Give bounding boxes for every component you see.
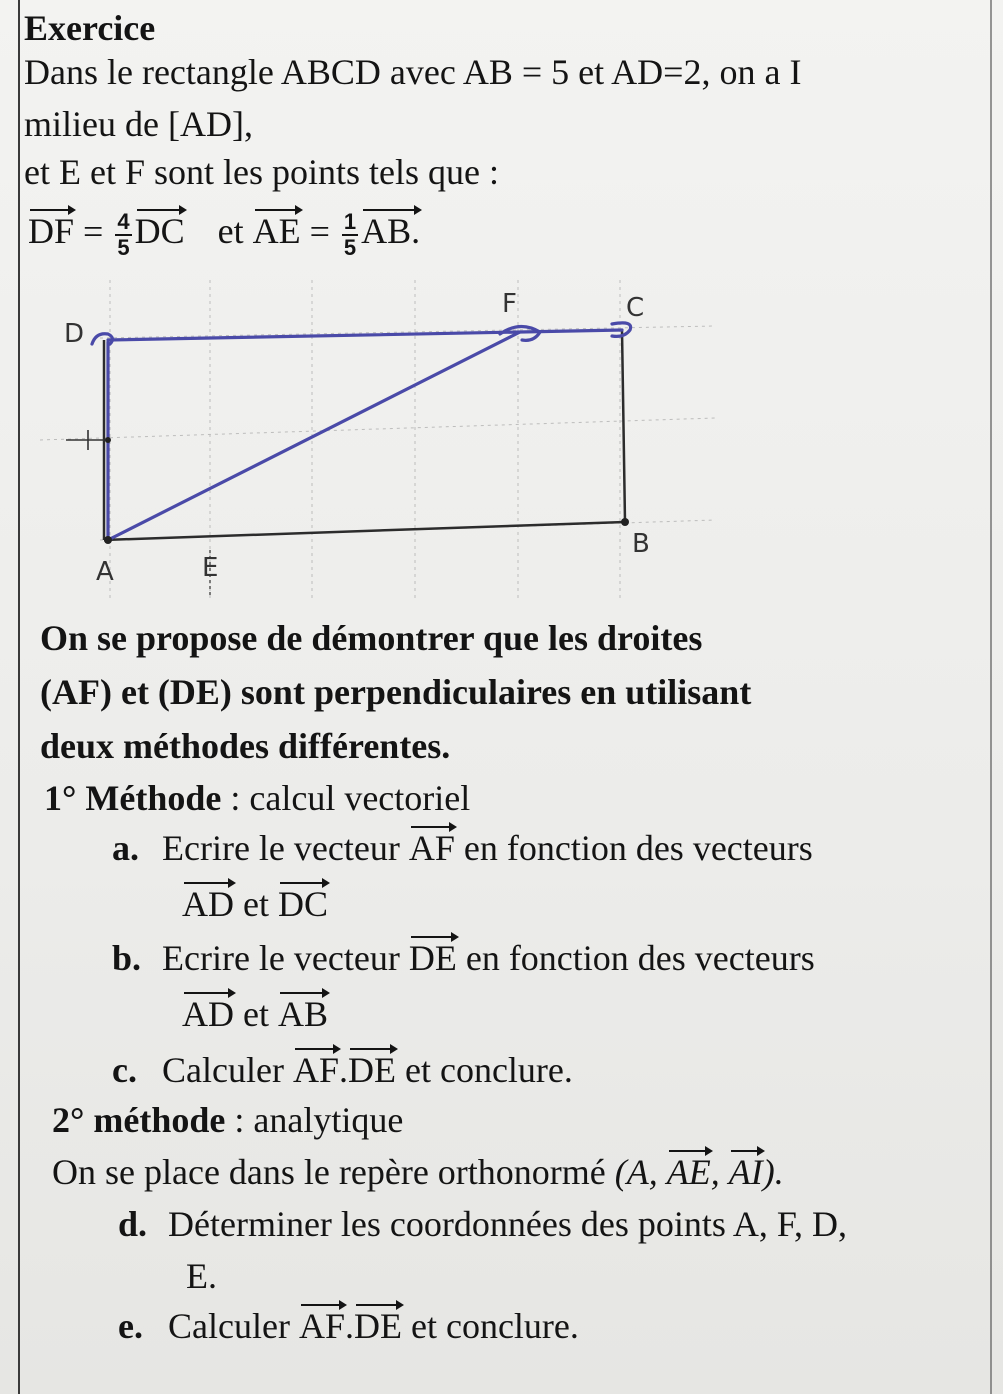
label-e: E bbox=[202, 553, 219, 583]
repere-line bbox=[52, 1152, 784, 1192]
question-b-line-2 bbox=[182, 994, 328, 1034]
vector-ae: AE bbox=[666, 1152, 711, 1192]
label-a: A bbox=[96, 557, 114, 587]
question-e bbox=[118, 1306, 579, 1346]
intro-line-1: On se propose de démontrer que les droites bbox=[40, 618, 703, 658]
question-c-label: c. bbox=[112, 1050, 137, 1090]
vector-af: AF bbox=[292, 1050, 339, 1090]
question-b bbox=[112, 938, 815, 978]
vector-dc: DC bbox=[277, 884, 328, 924]
equals-sign: = bbox=[309, 211, 330, 252]
vector-df: DF bbox=[28, 211, 75, 252]
side-ab bbox=[104, 522, 625, 540]
method1-heading bbox=[44, 778, 470, 818]
method1-subtitle: : calcul vectoriel bbox=[221, 778, 471, 818]
point-i bbox=[105, 437, 111, 443]
method2-subtitle: : analytique bbox=[225, 1100, 404, 1140]
grid-lines bbox=[40, 280, 715, 600]
vector-af: AF bbox=[298, 1306, 345, 1346]
fraction-denominator: 5 bbox=[343, 235, 357, 260]
fraction-denominator: 5 bbox=[117, 235, 130, 260]
vector-ad: AD bbox=[182, 884, 234, 924]
fraction-numerator: 4 bbox=[117, 209, 130, 234]
et-connector: et bbox=[234, 884, 278, 924]
dot-product-sign: . bbox=[344, 1306, 354, 1346]
et-connector: et bbox=[217, 211, 244, 252]
exercise-title: Exercice bbox=[24, 8, 156, 48]
question-e-text: Calculer bbox=[168, 1306, 299, 1346]
vector-de: DE bbox=[353, 1306, 402, 1346]
vector-ai: AI bbox=[728, 1152, 763, 1192]
question-a-text: Ecrire le vecteur bbox=[162, 828, 409, 868]
question-b-text: Ecrire le vecteur bbox=[162, 938, 409, 978]
page-border-left bbox=[18, 0, 20, 1394]
line-af bbox=[108, 332, 520, 540]
question-d bbox=[118, 1204, 847, 1244]
repere-text: On se place dans le repère orthonormé bbox=[52, 1152, 615, 1192]
question-d-line-2: E. bbox=[186, 1256, 217, 1296]
ink-side-dc bbox=[108, 330, 622, 340]
question-b-text-2: en fonction des vecteurs bbox=[456, 938, 815, 978]
label-f: F bbox=[502, 289, 517, 319]
grid-line bbox=[40, 418, 715, 440]
question-c-text: Calculer bbox=[162, 1050, 293, 1090]
vector-ab: AB. bbox=[361, 211, 421, 252]
repere-close: ). bbox=[762, 1152, 784, 1192]
question-a-text-2: en fonction des vecteurs bbox=[454, 828, 813, 868]
question-c bbox=[112, 1050, 573, 1090]
question-a bbox=[112, 828, 813, 868]
vector-ab: AB bbox=[277, 994, 328, 1034]
question-e-label: e. bbox=[118, 1306, 143, 1346]
repere-open: (A, bbox=[614, 1152, 667, 1192]
ink-lines bbox=[92, 323, 631, 540]
question-d-text: Déterminer les coordonnées des points A, F, D, bbox=[168, 1204, 847, 1244]
question-b-label: b. bbox=[112, 938, 142, 978]
vector-de: DE bbox=[347, 1050, 396, 1090]
side-bc bbox=[622, 330, 625, 522]
repere-separator: , bbox=[710, 1152, 729, 1192]
page-border-right bbox=[990, 0, 992, 1394]
intro-line-3: deux méthodes différentes. bbox=[40, 726, 451, 766]
vector-de: DE bbox=[408, 938, 457, 978]
label-c: C bbox=[626, 293, 645, 323]
method1-title: Méthode bbox=[85, 778, 222, 818]
question-a-line-2 bbox=[182, 884, 328, 924]
statement-line-2: milieu de [AD], bbox=[24, 104, 253, 144]
statement-line-3: et E et F sont les points tels que : bbox=[24, 152, 499, 192]
point-a bbox=[104, 536, 112, 544]
intro-line-2: (AF) et (DE) sont perpendiculaires en utilisant bbox=[40, 672, 752, 712]
question-d-label: d. bbox=[118, 1204, 148, 1244]
point-b bbox=[621, 518, 629, 526]
label-d: D bbox=[64, 319, 85, 349]
method1-number: 1° bbox=[44, 778, 77, 818]
question-c-text-2: et conclure. bbox=[395, 1050, 573, 1090]
question-a-label: a. bbox=[112, 828, 139, 868]
label-b: B bbox=[632, 529, 650, 559]
rectangle-figure bbox=[0, 250, 1003, 620]
equals-sign: = bbox=[83, 211, 104, 252]
dot-product-sign: . bbox=[338, 1050, 348, 1090]
statement-line-1: Dans le rectangle ABCD avec AB = 5 et AD=2, on a I bbox=[24, 52, 802, 92]
vector-af: AF bbox=[408, 828, 455, 868]
question-e-text-2: et conclure. bbox=[401, 1306, 579, 1346]
et-connector: et bbox=[234, 994, 278, 1034]
method2-title: méthode bbox=[93, 1100, 226, 1140]
fraction-numerator: 1 bbox=[343, 209, 357, 234]
method2-heading bbox=[52, 1100, 403, 1140]
point-markers bbox=[104, 437, 629, 544]
vector-dc: DC bbox=[134, 211, 185, 252]
vector-ad: AD bbox=[182, 994, 234, 1034]
method2-number: 2° bbox=[52, 1100, 85, 1140]
vector-ae: AE bbox=[252, 211, 301, 252]
